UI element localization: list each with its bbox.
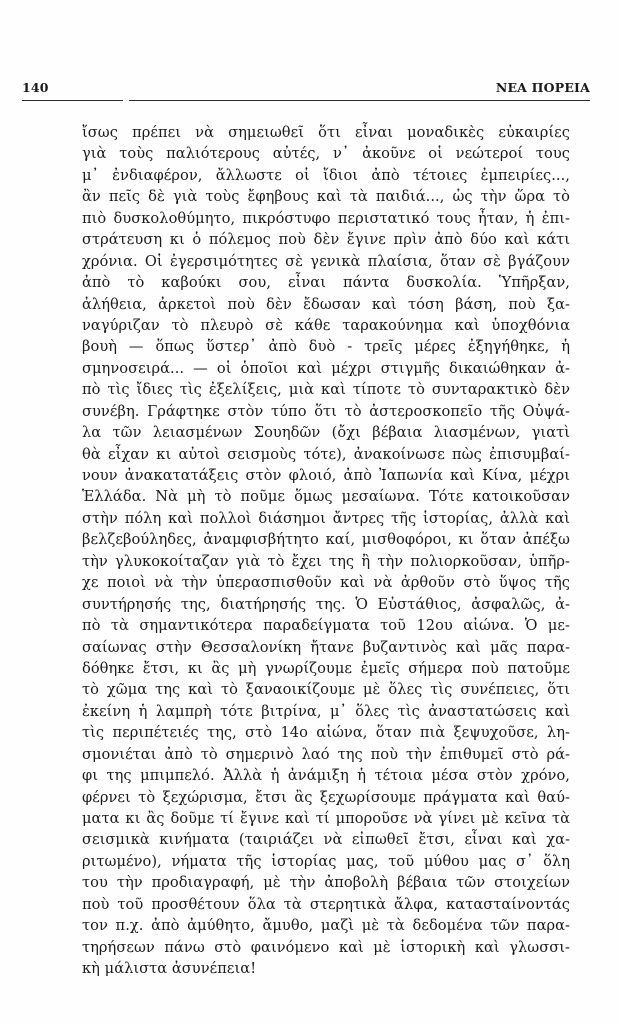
text-line: Ἑλλάδα. Νὰ μὴ τὸ ποῦμε ὅμως μεσαίωνα. Τότε κατοικοῦσαν: [82, 488, 570, 506]
text-line: στράτευση κι ὁ πόλεμος ποὺ δὲν ἔγινε πρὶν ἀπὸ δύο καὶ κάτι: [82, 231, 570, 249]
text-line: σμηνοσειρά... — οἱ ὁποῖοι καὶ μέχρι στιγμῆς δικαιώθηκαν ἀ-: [82, 359, 570, 377]
text-line: δόθηκε ἔτσι, κι ἂς μὴ γνωρίζουμε ἐμεῖς σήμερα ποὺ πατοῦμε: [82, 659, 570, 677]
text-line: συντήρησής της, διατήρησής της. Ὁ Εὐστάθιος, ἀσφαλῶς, ἀ-: [82, 595, 570, 613]
text-line: σεισμικὰ κινήματα (ταιριάζει νὰ εἰπωθεῖ ἔτσι, εἶναι καὶ χα-: [82, 831, 570, 849]
text-line: ἂν πεῖς δὲ γιὰ τοὺς ἔφηβους καὶ τὰ παιδιά..., ὡς τὴν ὥρα τὸ: [82, 188, 570, 206]
text-line: σαίωνας στὴν Θεσσαλονίκη ἤτανε βυζαντινὸς καὶ μᾶς παρα-: [82, 638, 570, 656]
text-line: τὶς περιπέτειές της, στὸ 14ο αἰώνα, ὅταν πιὰ ξεψυχοῦσε, λη-: [82, 724, 570, 742]
text-line: ποὺ τοῦ προσθέτουν ὅλα τὰ στερητικὰ ἄλφα, κατασταίνοντάς: [82, 895, 570, 913]
text-line: πὸ τὶς ἴδιες τὶς ἐξελίξεις, μιὰ καὶ τίποτε τὸ συνταρακτικὸ δὲν: [82, 381, 570, 399]
body-paragraph: [82, 122, 570, 980]
text-line: ἐκείνη ἡ λαμπρὴ τότε βιτρίνα, μ᾽ ὅλες τὶς ἀναστατώσεις καὶ: [82, 702, 570, 720]
text-line: φι της μπιμπελό. Ἀλλὰ ἡ ἀνάμιξη ἡ τέτοια μέσα στὸν χρόνο,: [82, 767, 570, 785]
text-line: στὴν πόλη καὶ πολλοὶ διάσημοι ἄντρες τῆς ἱστορίας, ἀλλὰ καὶ: [82, 509, 570, 527]
text-line: χρόνια. Οἱ ἐγερσιμότητες σὲ γενικὰ πλαίσια, ὅταν σὲ βγάζουν: [82, 252, 570, 270]
text-line: γιὰ τοὺς παλιότερους αὐτές, ν᾽ ἀκοῦνε οἱ νεώτεροί τους: [82, 145, 570, 163]
text-line: λα τῶν λειασμένων Σουηδῶν (ὄχι βέβαια λιασμένων, γιατὶ: [82, 424, 570, 442]
text-line: ἀλήθεια, ἀρκετοὶ ποὺ δὲν ἔδωσαν καὶ τόση βάση, ποὺ ξα-: [82, 295, 570, 313]
text-line: φέρνει τὸ ξεχώρισμα, ἔτσι ἂς ξεχωρίσουμε πράγματα καὶ θαύ-: [82, 788, 570, 806]
text-line: πὸ τὰ σημαντικότερα παραδείγματα τοῦ 12ου αἰώνα. Ὁ με-: [82, 617, 570, 635]
header-rule-right: [129, 100, 590, 101]
text-line: ἴσως πρέπει νὰ σημειωθεῖ ὅτι εἶναι μοναδικὲς εὐκαιρίες: [82, 124, 570, 141]
text-line: ναγύριζαν τὸ πλευρὸ σὲ κάθε ταρακούνημα καὶ ὑποχθόνια: [82, 316, 570, 334]
text-line: πιὸ δυσκολοθύμητο, πικρόστυφο περιστατικό τους ἦταν, ἡ ἐπι-: [82, 209, 570, 227]
text-line: σμονιέται ἀπὸ τὸ σημερινὸ λαό της ποὺ τὴν ἐπιθυμεῖ στὸ ρά-: [82, 745, 570, 763]
text-line: ματα κι ἂς δοῦμε τί ἔγινε καὶ τί μποροῦσε νὰ γίνει μὲ κεῖνα τὰ: [82, 810, 570, 827]
page-number: 140: [22, 80, 49, 95]
page-header: [22, 80, 590, 96]
text-line-last: κὴ μάλιστα ἀσυνέπεια!: [82, 960, 257, 978]
running-title: ΝΕΑ ΠΟΡΕΙΑ: [495, 80, 590, 95]
text-line: τον π.χ. ἀπὸ ἀμύθητο, ἄμυθο, μαζὶ μὲ τὰ δεδομένα τῶν παρα-: [82, 917, 570, 935]
text-line: συνέβη. Γράφτηκε στὸν τύπο ὅτι τὸ ἀστεροσκοπεῖο τῆς Οὐψά-: [82, 402, 570, 420]
text-line: βουὴ — ὅπως ὕστερ᾽ ἀπὸ δυὸ - τρεῖς μέρες ἐξηγήθηκε, ἡ: [82, 338, 570, 356]
header-rule-left: [22, 100, 123, 101]
text-line: θὰ εἶχαν κι αὐτοὶ σεισμοὺς τότε), ἀνακοίνωσε πὼς ἐπισυμβαί-: [82, 445, 570, 463]
text-line: βελζεβούληδες, ἀναμφισβήτητο καί, μισθοφόροι, κι ὅταν ἀπέξω: [82, 531, 570, 549]
text-line: ἀπὸ τὸ καβούκι σου, εἶναι πάντα δυσκολία. Ὑπῆρξαν,: [82, 274, 570, 292]
text-line: μ᾽ ἐνδιαφέρον, ἄλλωστε οἱ ἴδιοι ἀπὸ τέτοιες ἐμπειρίες...,: [82, 166, 570, 184]
text-line: του τὴν προδιαγραφή, μὲ τὴν ἀποβολὴ βέβαια τῶν στοιχείων: [82, 874, 570, 892]
text-line: τὸ χῶμα της καὶ τὸ ξαναοικίζουμε μὲ ὅλες τὶς συνέπειες, ὅτι: [82, 681, 570, 699]
text-line: χε ποιοὶ νὰ τὴν ὑπερασπισθοῦν καὶ νὰ ἀρθοῦν στὸ ὕψος τῆς: [82, 574, 570, 592]
text-line: τὴν γλυκοκοίταζαν γιὰ τὸ ἔχει της ἢ τὴν πολιορκοῦσαν, ὑπῆρ-: [82, 552, 570, 570]
text-line: νουν ἀνακατατάξεις στὸν φλοιό, ἀπὸ Ἰαπωνία καὶ Κίνα, μέχρι: [82, 467, 570, 484]
text-line: ριτωμένο), νήματα τῆς ἱστορίας μας, τοῦ μύθου μας σ᾽ ὅλη: [82, 852, 570, 870]
text-line: τηρήσεων πάνω στὸ φαινόμενο καὶ μὲ ἱστορικὴ καὶ γλωσσι-: [82, 938, 570, 956]
